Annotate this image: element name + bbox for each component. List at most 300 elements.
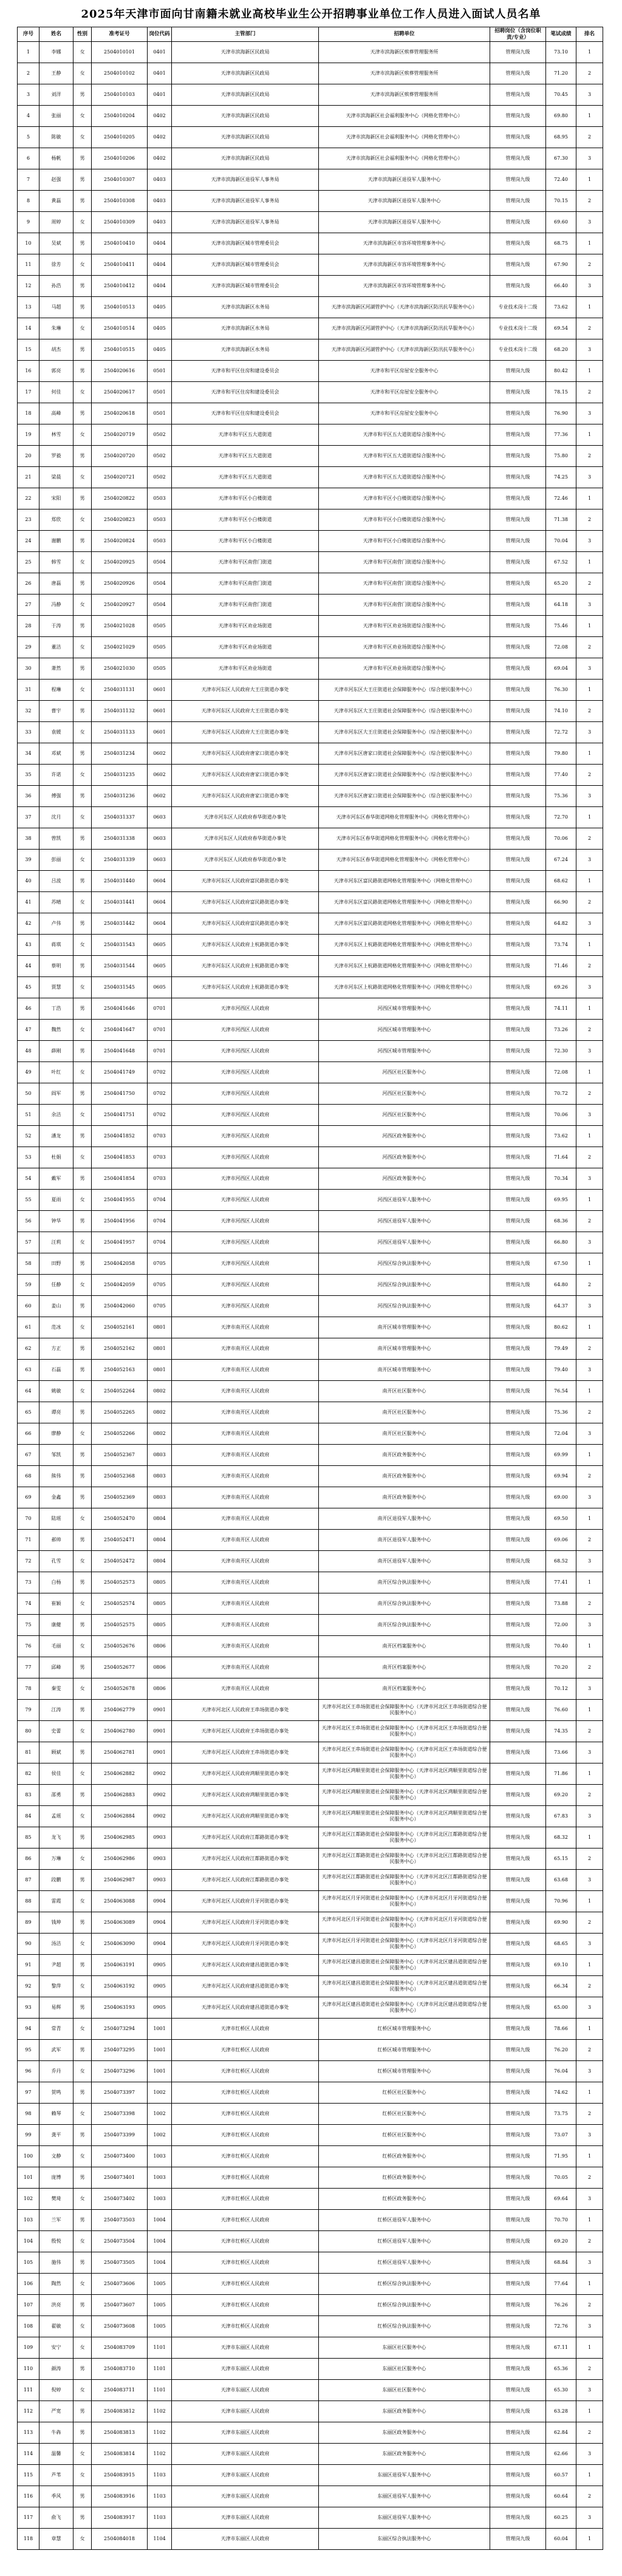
- cell-ticket: 2504073402: [92, 2189, 148, 2210]
- cell-index: 100: [18, 2146, 39, 2167]
- table-row: [18, 1678, 603, 1700]
- cell-post-code: 0403: [148, 169, 172, 191]
- cell-score: 67.83: [546, 1806, 576, 1827]
- cell-ticket: 2504083916: [92, 2486, 148, 2507]
- cell-post: 管理岗九级: [490, 2082, 546, 2104]
- table-row: [18, 446, 603, 467]
- cell-unit: 南开区综合执法服务中心: [319, 1572, 490, 1593]
- cell-post: 管理岗九级: [490, 106, 546, 127]
- cell-ticket: 2504020719: [92, 424, 148, 446]
- cell-ticket: 2504010101: [92, 42, 148, 63]
- table-row: [18, 828, 603, 850]
- table-row: [18, 2061, 603, 2082]
- cell-index: 108: [18, 2316, 39, 2337]
- cell-rank: 1: [576, 1190, 603, 1211]
- cell-department: 天津市东丽区人民政府: [172, 2401, 319, 2422]
- cell-gender: 男: [73, 956, 92, 977]
- table-row: [18, 786, 603, 807]
- cell-post-code: 0804: [148, 1551, 172, 1572]
- cell-unit: 天津市滨海新区市容环境管理事务中心: [319, 276, 490, 297]
- cell-department: 天津市南开区人民政府: [172, 1615, 319, 1636]
- cell-post: 管理岗九级: [490, 2104, 546, 2125]
- cell-score: 69.06: [546, 1530, 576, 1551]
- cell-gender: 女: [73, 106, 92, 127]
- table-row: [18, 1402, 603, 1423]
- cell-gender: 女: [73, 2465, 92, 2486]
- table-row: [18, 1806, 603, 1827]
- cell-gender: 男: [73, 1870, 92, 1891]
- cell-unit: 河西区城市管理服务中心: [319, 1041, 490, 1062]
- cell-score: 67.50: [546, 1253, 576, 1275]
- table-row: [18, 148, 603, 169]
- cell-unit: 天津市滨海新区社会福利服务中心（网格化管理中心）: [319, 148, 490, 169]
- cell-post-code: 0803: [148, 1466, 172, 1487]
- cell-unit: 东丽区综合执法服务中心: [319, 2529, 490, 2550]
- cell-name: 熊伟: [39, 1466, 73, 1487]
- cell-gender: 女: [73, 1891, 92, 1912]
- cell-score: 64.82: [546, 913, 576, 935]
- cell-gender: 男: [73, 1700, 92, 1721]
- cell-index: 97: [18, 2082, 39, 2104]
- cell-index: 59: [18, 1275, 39, 1296]
- cell-score: 69.50: [546, 1508, 576, 1530]
- cell-post-code: 0501: [148, 382, 172, 403]
- cell-ticket: 2504010309: [92, 212, 148, 233]
- cell-post-code: 0705: [148, 1296, 172, 1317]
- cell-rank: 2: [576, 2231, 603, 2252]
- cell-department: 天津市东丽区人民政府: [172, 2465, 319, 2486]
- cell-index: 112: [18, 2401, 39, 2422]
- cell-ticket: 2504062882: [92, 1763, 148, 1785]
- cell-post-code: 0405: [148, 318, 172, 339]
- cell-unit: 南开区政务服务中心: [319, 1487, 490, 1508]
- cell-ticket: 2504083710: [92, 2359, 148, 2380]
- cell-name: 章慧: [39, 2529, 73, 2550]
- cell-rank: 2: [576, 382, 603, 403]
- cell-post-code: 0605: [148, 977, 172, 998]
- cell-name: 胡杰: [39, 339, 73, 361]
- cell-index: 96: [18, 2061, 39, 2082]
- cell-post: 管理岗九级: [490, 1636, 546, 1657]
- cell-department: 天津市滨海新区水务局: [172, 297, 319, 318]
- cell-score: 60.64: [546, 2486, 576, 2507]
- cell-post: 管理岗九级: [490, 828, 546, 850]
- cell-score: 70.06: [546, 828, 576, 850]
- cell-department: 天津市河西区人民政府: [172, 1275, 319, 1296]
- cell-unit: 南开区档案服务中心: [319, 1636, 490, 1657]
- cell-rank: 3: [576, 1997, 603, 2019]
- cell-ticket: 2504083917: [92, 2507, 148, 2529]
- cell-post-code: 0605: [148, 956, 172, 977]
- cell-department: 天津市河北区人民政府王串场街道办事处: [172, 1700, 319, 1721]
- cell-post: 管理岗九级: [490, 977, 546, 998]
- cell-ticket: 2504041956: [92, 1211, 148, 1232]
- table-row: [18, 1105, 603, 1126]
- cell-post: 管理岗九级: [490, 701, 546, 722]
- col-header-index: 序号: [18, 27, 39, 42]
- cell-post: 管理岗九级: [490, 786, 546, 807]
- cell-score: 65.20: [546, 573, 576, 595]
- cell-rank: 1: [576, 42, 603, 63]
- table-row: [18, 1487, 603, 1508]
- cell-post: 管理岗九级: [490, 191, 546, 212]
- cell-department: 天津市南开区人民政府: [172, 1593, 319, 1615]
- cell-index: 47: [18, 1020, 39, 1041]
- table-row: [18, 2082, 603, 2104]
- cell-post: 管理岗九级: [490, 871, 546, 892]
- cell-rank: 3: [576, 1105, 603, 1126]
- cell-rank: 3: [576, 1296, 603, 1317]
- cell-ticket: 2504052472: [92, 1551, 148, 1572]
- cell-post: 管理岗九级: [490, 1317, 546, 1338]
- cell-name: 武军: [39, 2040, 73, 2061]
- cell-rank: 2: [576, 573, 603, 595]
- cell-post-code: 0701: [148, 1020, 172, 1041]
- cell-post-code: 0405: [148, 339, 172, 361]
- cell-ticket: 2504083709: [92, 2337, 148, 2359]
- cell-rank: 1: [576, 488, 603, 509]
- cell-post: 管理岗九级: [490, 488, 546, 509]
- cell-gender: 男: [73, 913, 92, 935]
- table-row: [18, 1934, 603, 1955]
- cell-rank: 3: [576, 276, 603, 297]
- cell-unit: 天津市河北区建昌道街道社会保障服务中心（天津市河北区建昌道街道综合便民服务中心）: [319, 1976, 490, 1997]
- cell-post: 管理岗九级: [490, 2529, 546, 2550]
- cell-rank: 3: [576, 2316, 603, 2337]
- cell-unit: 东丽区退役军人服务中心: [319, 2465, 490, 2486]
- table-row: [18, 1763, 603, 1785]
- cell-score: 70.45: [546, 84, 576, 106]
- cell-gender: 男: [73, 1360, 92, 1381]
- cell-rank: 3: [576, 1934, 603, 1955]
- cell-post: 管理岗九级: [490, 892, 546, 913]
- cell-gender: 女: [73, 935, 92, 956]
- cell-name: 赵强: [39, 169, 73, 191]
- cell-ticket: 2504041955: [92, 1190, 148, 1211]
- table-row: [18, 1423, 603, 1445]
- cell-department: 天津市红桥区人民政府: [172, 2316, 319, 2337]
- cell-name: 傅强: [39, 786, 73, 807]
- cell-score: 71.86: [546, 1763, 576, 1785]
- cell-post-code: 0805: [148, 1593, 172, 1615]
- table-row: [18, 1338, 603, 1360]
- cell-unit: 河西区综合执法服务中心: [319, 1275, 490, 1296]
- table-row: [18, 573, 603, 595]
- cell-score: 69.54: [546, 318, 576, 339]
- cell-unit: 天津市河北区鸿顺里街道社会保障服务中心（天津市河北区鸿顺里街道综合便民服务中心）: [319, 1763, 490, 1785]
- table-row: [18, 701, 603, 722]
- cell-rank: 1: [576, 1253, 603, 1275]
- cell-score: 72.70: [546, 807, 576, 828]
- cell-score: 71.46: [546, 956, 576, 977]
- cell-post-code: 0604: [148, 892, 172, 913]
- cell-name: 汪莉: [39, 1232, 73, 1253]
- table-row: [18, 1700, 603, 1721]
- cell-unit: 天津市滨海新区退役军人服务中心: [319, 212, 490, 233]
- cell-department: 天津市和平区五大道街道: [172, 446, 319, 467]
- cell-ticket: 2504052367: [92, 1445, 148, 1466]
- cell-rank: 2: [576, 1593, 603, 1615]
- cell-name: 文静: [39, 2146, 73, 2167]
- cell-index: 64: [18, 1381, 39, 1402]
- cell-unit: 红桥区社区服务中心: [319, 2082, 490, 2104]
- cell-unit: 天津市河东区上杭路街道网格化管理服务中心（网格化管理中心）: [319, 956, 490, 977]
- cell-name: 姚敏: [39, 1381, 73, 1402]
- cell-score: 76.90: [546, 403, 576, 424]
- cell-ticket: 2504010412: [92, 276, 148, 297]
- cell-ticket: 2504031544: [92, 956, 148, 977]
- cell-department: 天津市河北区人民政府建昌道街道办事处: [172, 1976, 319, 1997]
- cell-rank: 3: [576, 531, 603, 552]
- cell-department: 天津市河北区人民政府江都路街道办事处: [172, 1849, 319, 1870]
- cell-ticket: 2504052677: [92, 1657, 148, 1678]
- cell-unit: 天津市河东区唐家口街道社会保障服务中心（综合便民服务中心）: [319, 765, 490, 786]
- cell-score: 72.46: [546, 488, 576, 509]
- cell-rank: 3: [576, 1423, 603, 1445]
- cell-unit: 红桥区退役军人服务中心: [319, 2210, 490, 2231]
- cell-gender: 男: [73, 1466, 92, 1487]
- cell-rank: 1: [576, 361, 603, 382]
- table-row: [18, 1275, 603, 1296]
- cell-name: 李娜: [39, 42, 73, 63]
- cell-rank: 2: [576, 1785, 603, 1806]
- cell-rank: 1: [576, 297, 603, 318]
- cell-post: 管理岗九级: [490, 2040, 546, 2061]
- cell-rank: 3: [576, 786, 603, 807]
- cell-department: 天津市河东区人民政府上杭路街道办事处: [172, 977, 319, 998]
- cell-gender: 男: [73, 2040, 92, 2061]
- cell-department: 天津市红桥区人民政府: [172, 2061, 319, 2082]
- cell-rank: 1: [576, 935, 603, 956]
- table-row: [18, 2295, 603, 2316]
- cell-unit: 东丽区社区服务中心: [319, 2337, 490, 2359]
- cell-unit: 红桥区政务服务中心: [319, 2167, 490, 2189]
- cell-score: 72.72: [546, 722, 576, 743]
- table-row: [18, 2401, 603, 2422]
- cell-gender: 女: [73, 2529, 92, 2550]
- cell-index: 103: [18, 2210, 39, 2231]
- cell-rank: 3: [576, 850, 603, 871]
- table-row: [18, 169, 603, 191]
- cell-score: 60.25: [546, 2507, 576, 2529]
- cell-name: 尹超: [39, 1955, 73, 1976]
- cell-score: 65.36: [546, 2359, 576, 2380]
- cell-index: 73: [18, 1572, 39, 1593]
- table-row: [18, 361, 603, 382]
- cell-index: 67: [18, 1445, 39, 1466]
- cell-index: 116: [18, 2486, 39, 2507]
- cell-name: 邵勇: [39, 1785, 73, 1806]
- cell-name: 丁浩: [39, 998, 73, 1020]
- cell-score: 69.26: [546, 977, 576, 998]
- cell-post-code: 0505: [148, 616, 172, 637]
- cell-post: 管理岗九级: [490, 680, 546, 701]
- cell-name: 孙浩: [39, 276, 73, 297]
- cell-ticket: 2504063090: [92, 1934, 148, 1955]
- cell-department: 天津市河西区人民政府: [172, 1168, 319, 1190]
- cell-ticket: 2504073399: [92, 2125, 148, 2146]
- cell-name: 温馨: [39, 2444, 73, 2465]
- cell-index: 52: [18, 1126, 39, 1147]
- cell-index: 37: [18, 807, 39, 828]
- cell-score: 73.62: [546, 297, 576, 318]
- cell-name: 贾慧: [39, 977, 73, 998]
- cell-department: 天津市南开区人民政府: [172, 1423, 319, 1445]
- cell-index: 41: [18, 892, 39, 913]
- cell-department: 天津市河西区人民政府: [172, 1147, 319, 1168]
- cell-post-code: 1004: [148, 2210, 172, 2231]
- cell-department: 天津市河北区人民政府月牙河街道办事处: [172, 1934, 319, 1955]
- cell-unit: 河西区退役军人服务中心: [319, 1211, 490, 1232]
- cell-department: 天津市河东区人民政府春华街道办事处: [172, 807, 319, 828]
- cell-ticket: 2504062985: [92, 1827, 148, 1849]
- cell-post-code: 0905: [148, 1976, 172, 1997]
- cell-gender: 女: [73, 637, 92, 658]
- cell-rank: 2: [576, 1083, 603, 1105]
- cell-name: 程琳: [39, 680, 73, 701]
- table-row: [18, 1445, 603, 1466]
- cell-index: 90: [18, 1934, 39, 1955]
- cell-score: 72.00: [546, 1615, 576, 1636]
- cell-name: 杜娟: [39, 1147, 73, 1168]
- cell-rank: 2: [576, 1657, 603, 1678]
- cell-score: 71.64: [546, 1147, 576, 1168]
- cell-rank: 1: [576, 1508, 603, 1530]
- cell-gender: 女: [73, 42, 92, 63]
- cell-post: 管理岗九级: [490, 361, 546, 382]
- cell-score: 77.64: [546, 2274, 576, 2295]
- roster-table: [17, 27, 603, 2550]
- cell-post: 管理岗九级: [490, 2061, 546, 2082]
- cell-name: 俞飞: [39, 2507, 73, 2529]
- cell-gender: 女: [73, 765, 92, 786]
- table-row: [18, 1742, 603, 1763]
- cell-score: 63.28: [546, 2401, 576, 2422]
- cell-unit: 天津市河北区建昌道街道社会保障服务中心（天津市河北区建昌道街道综合便民服务中心）: [319, 1955, 490, 1976]
- cell-department: 天津市和平区劝业场街道: [172, 658, 319, 680]
- table-row: [18, 212, 603, 233]
- cell-ticket: 2504083915: [92, 2465, 148, 2486]
- cell-index: 7: [18, 169, 39, 191]
- cell-post: 管理岗九级: [490, 424, 546, 446]
- cell-rank: 3: [576, 1678, 603, 1700]
- cell-ticket: 2504031545: [92, 977, 148, 998]
- cell-ticket: 2504031442: [92, 913, 148, 935]
- cell-rank: 3: [576, 84, 603, 106]
- table-row: [18, 191, 603, 212]
- cell-gender: 男: [73, 1168, 92, 1190]
- cell-post-code: 0403: [148, 212, 172, 233]
- cell-department: 天津市和平区住房和建设委员会: [172, 361, 319, 382]
- cell-post: 管理岗九级: [490, 1381, 546, 1402]
- cell-post: 管理岗九级: [490, 1955, 546, 1976]
- cell-post-code: 0803: [148, 1445, 172, 1466]
- cell-rank: 1: [576, 2401, 603, 2422]
- cell-index: 40: [18, 871, 39, 892]
- cell-post-code: 0801: [148, 1317, 172, 1338]
- cell-score: 69.94: [546, 1466, 576, 1487]
- cell-rank: 3: [576, 658, 603, 680]
- cell-post-code: 0902: [148, 1763, 172, 1785]
- roster-body: [18, 42, 603, 2550]
- cell-post-code: 0702: [148, 1105, 172, 1126]
- cell-index: 25: [18, 552, 39, 573]
- cell-post: 管理岗九级: [490, 1020, 546, 1041]
- cell-index: 95: [18, 2040, 39, 2061]
- cell-department: 天津市河北区人民政府王串场街道办事处: [172, 1742, 319, 1763]
- cell-score: 75.80: [546, 446, 576, 467]
- cell-department: 天津市滨海新区退役军人事务局: [172, 169, 319, 191]
- cell-post: 管理岗九级: [490, 1232, 546, 1253]
- cell-unit: 天津市河东区春华街道网格化管理服务中心（网格化管理中心）: [319, 828, 490, 850]
- cell-index: 54: [18, 1168, 39, 1190]
- cell-name: 杨帆: [39, 148, 73, 169]
- cell-name: 钟华: [39, 1211, 73, 1232]
- cell-index: 58: [18, 1253, 39, 1275]
- cell-score: 78.15: [546, 382, 576, 403]
- cell-department: 天津市红桥区人民政府: [172, 2210, 319, 2231]
- cell-unit: 南开区社区服务中心: [319, 1381, 490, 1402]
- table-row: [18, 1551, 603, 1572]
- cell-post-code: 1102: [148, 2444, 172, 2465]
- cell-rank: 3: [576, 148, 603, 169]
- cell-post-code: 0804: [148, 1508, 172, 1530]
- cell-post-code: 1005: [148, 2316, 172, 2337]
- cell-rank: 1: [576, 1572, 603, 1593]
- cell-name: 冯静: [39, 595, 73, 616]
- cell-name: 黎萍: [39, 1976, 73, 1997]
- cell-ticket: 2504052678: [92, 1678, 148, 1700]
- cell-gender: 男: [73, 446, 92, 467]
- cell-post: 管理岗九级: [490, 42, 546, 63]
- cell-score: 71.38: [546, 509, 576, 531]
- cell-post-code: 0502: [148, 467, 172, 488]
- cell-name: 徐芳: [39, 254, 73, 276]
- cell-unit: 红桥区退役军人服务中心: [319, 2231, 490, 2252]
- cell-gender: 男: [73, 2125, 92, 2146]
- cell-post: 管理岗九级: [490, 531, 546, 552]
- cell-name: 范冰: [39, 1317, 73, 1338]
- col-header-ticket: 准考证号: [92, 27, 148, 42]
- cell-post: 管理岗九级: [490, 1466, 546, 1487]
- cell-name: 阎军: [39, 1083, 73, 1105]
- table-header-row: [18, 27, 603, 42]
- cell-ticket: 2504083814: [92, 2444, 148, 2465]
- cell-gender: 男: [73, 2252, 92, 2274]
- cell-post-code: 0404: [148, 276, 172, 297]
- cell-post-code: 1001: [148, 2061, 172, 2082]
- cell-index: 34: [18, 743, 39, 765]
- cell-ticket: 2504020823: [92, 509, 148, 531]
- cell-rank: 3: [576, 722, 603, 743]
- cell-post-code: 0501: [148, 361, 172, 382]
- cell-gender: 女: [73, 1678, 92, 1700]
- cell-unit: 天津市滨海新区殡葬管理服务所: [319, 84, 490, 106]
- cell-index: 24: [18, 531, 39, 552]
- cell-gender: 男: [73, 658, 92, 680]
- cell-name: 邹凯: [39, 1445, 73, 1466]
- cell-score: 70.04: [546, 531, 576, 552]
- cell-post-code: 0403: [148, 191, 172, 212]
- cell-post: 管理岗九级: [490, 1700, 546, 1721]
- cell-name: 何佳: [39, 382, 73, 403]
- cell-index: 91: [18, 1955, 39, 1976]
- cell-index: 46: [18, 998, 39, 1020]
- cell-name: 蒋琪: [39, 935, 73, 956]
- cell-gender: 女: [73, 552, 92, 573]
- cell-ticket: 2504073505: [92, 2252, 148, 2274]
- cell-score: 71.20: [546, 63, 576, 84]
